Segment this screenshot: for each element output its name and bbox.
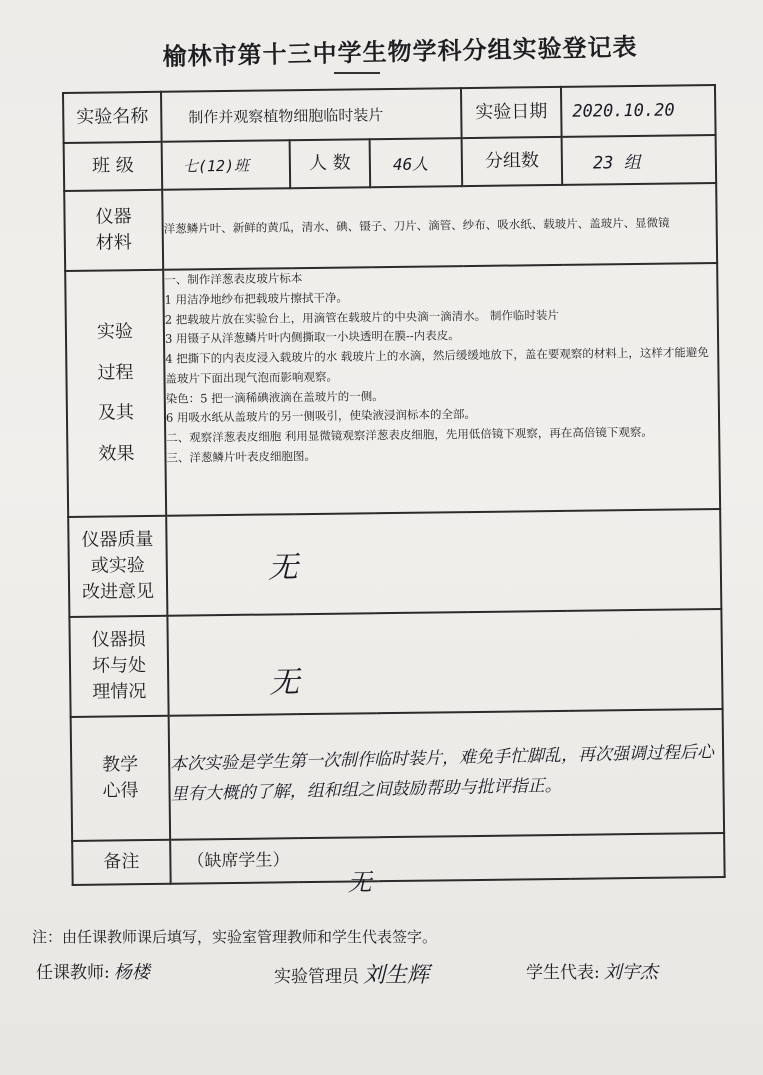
row-damage xyxy=(69,609,722,717)
reflection-label xyxy=(71,716,171,841)
process-label-line-4: 效果 xyxy=(98,442,135,465)
damage-label-line-1: 仪器损 xyxy=(91,628,146,651)
materials-label-line-1: 仪器 xyxy=(95,206,132,228)
row-process xyxy=(65,263,720,517)
quality-label xyxy=(68,516,167,617)
groups-value: 23 组 xyxy=(562,135,717,185)
materials-label-line-2: 材料 xyxy=(95,232,132,254)
row-reflection xyxy=(71,709,724,841)
form-title: 榆林市第十三中学生物学科分组实验登记表 xyxy=(162,32,638,71)
date-value: 2020.10.20 xyxy=(561,85,716,137)
damage-label xyxy=(69,616,168,717)
groups-label: 分组数 xyxy=(462,137,563,186)
process-line: 染色：5 把一滴稀碘液滴在盖玻片的一侧。 xyxy=(165,388,384,406)
signature-row xyxy=(36,958,726,998)
row-experiment-name xyxy=(63,85,716,143)
lab-admin-value: 刘生辉 xyxy=(363,963,430,988)
people-label: 人 数 xyxy=(290,139,371,188)
lab-admin-label: 实验管理员 xyxy=(274,967,359,987)
reflection-label-line-2: 心得 xyxy=(102,780,139,802)
remarks-label: 备注 xyxy=(72,840,171,885)
process-line: 4 把撕下的内表皮浸入载玻片的水 载玻片上的水滴，然后缓缓地放下，盖在要观察的材料上，这样才能避免盖玻片下面出现气泡而影响观察。 xyxy=(165,345,709,386)
row-materials xyxy=(64,183,717,271)
student-signature xyxy=(526,958,658,984)
process-line: 1 用洁净地纱布把载玻片擦拭干净。 xyxy=(164,290,349,307)
quality-label-line-2: 或实验 xyxy=(90,554,145,577)
damage-value: 无 xyxy=(167,609,722,716)
process-line: 三、洋葱鳞片叶表皮细胞图。 xyxy=(166,448,317,465)
lab-admin-signature xyxy=(274,958,429,989)
process-line: 6 用吸水纸从盖玻片的另一侧吸引，使染液浸润标本的全部。 xyxy=(165,407,477,426)
class-label: 班 级 xyxy=(64,142,163,191)
teacher-label: 任课教师: xyxy=(36,963,110,983)
remarks-cell xyxy=(170,833,725,897)
process-label-line-3: 及其 xyxy=(97,402,135,424)
damage-label-line-2: 坏与处 xyxy=(91,654,147,677)
quality-label-line-1: 仪器质量 xyxy=(81,528,154,551)
process-line: 3 用镊子从洋葱鳞片叶内侧撕取一小块透明在膜--内表皮。 xyxy=(164,328,460,347)
people-value: 46人 xyxy=(370,138,463,187)
row-class xyxy=(64,135,717,191)
student-value: 刘宇杰 xyxy=(603,962,658,983)
process-line: 二、观察洋葱表皮细胞 利用显微镜观察洋葱表皮细胞，先用低倍镜下观察，再在高倍镜下观察。 xyxy=(166,424,653,445)
materials-label xyxy=(64,190,163,271)
process-line: 一、制作洋葱表皮玻片标本 xyxy=(164,271,303,287)
process-label-line-1: 实验 xyxy=(96,321,134,343)
reflection-label-line-1: 教学 xyxy=(102,754,139,776)
row-quality xyxy=(68,509,721,617)
damage-label-line-3: 理情况 xyxy=(92,681,147,703)
row-remarks xyxy=(72,833,725,885)
process-line: 2 把载玻片放在实验台上，用滴管在载玻片的中央滴一滴清水。 制作临时装片 xyxy=(164,307,559,327)
student-label: 学生代表: xyxy=(526,963,600,983)
remarks-handwritten: 无 xyxy=(347,868,372,897)
experiment-name-label: 实验名称 xyxy=(63,92,162,143)
experiment-name-value: 制作并观察植物细胞临时装片 xyxy=(161,88,462,142)
class-value: 七(12)班 xyxy=(162,140,291,190)
registration-table xyxy=(62,84,726,897)
quality-label-line-3: 改进意见 xyxy=(81,580,155,603)
reflection-value: 本次实验是学生第一次制作临时装片，难免手忙脚乱，再次强调过程后心里有大概的了解，组和组之间鼓励帮助与批评指正。 xyxy=(168,706,725,843)
remarks-value: （缺席学生） xyxy=(187,849,290,872)
footnote: 注：由任课教师课后填写，实验室管理教师和学生代表签字。 xyxy=(32,928,438,946)
quality-value: 无 xyxy=(166,509,721,616)
teacher-signature xyxy=(36,958,150,984)
process-label xyxy=(65,270,166,517)
title-underline xyxy=(334,72,380,74)
materials-value: 洋葱鳞片叶、新鲜的黄瓜，清水、碘、镊子、刀片、滴管、纱布、吸水纸、载玻片、盖玻片、显微镜 xyxy=(162,183,717,270)
date-label: 实验日期 xyxy=(461,87,562,138)
process-label-line-2: 过程 xyxy=(97,361,134,384)
process-content xyxy=(163,263,720,516)
teacher-value: 杨楼 xyxy=(113,962,150,983)
